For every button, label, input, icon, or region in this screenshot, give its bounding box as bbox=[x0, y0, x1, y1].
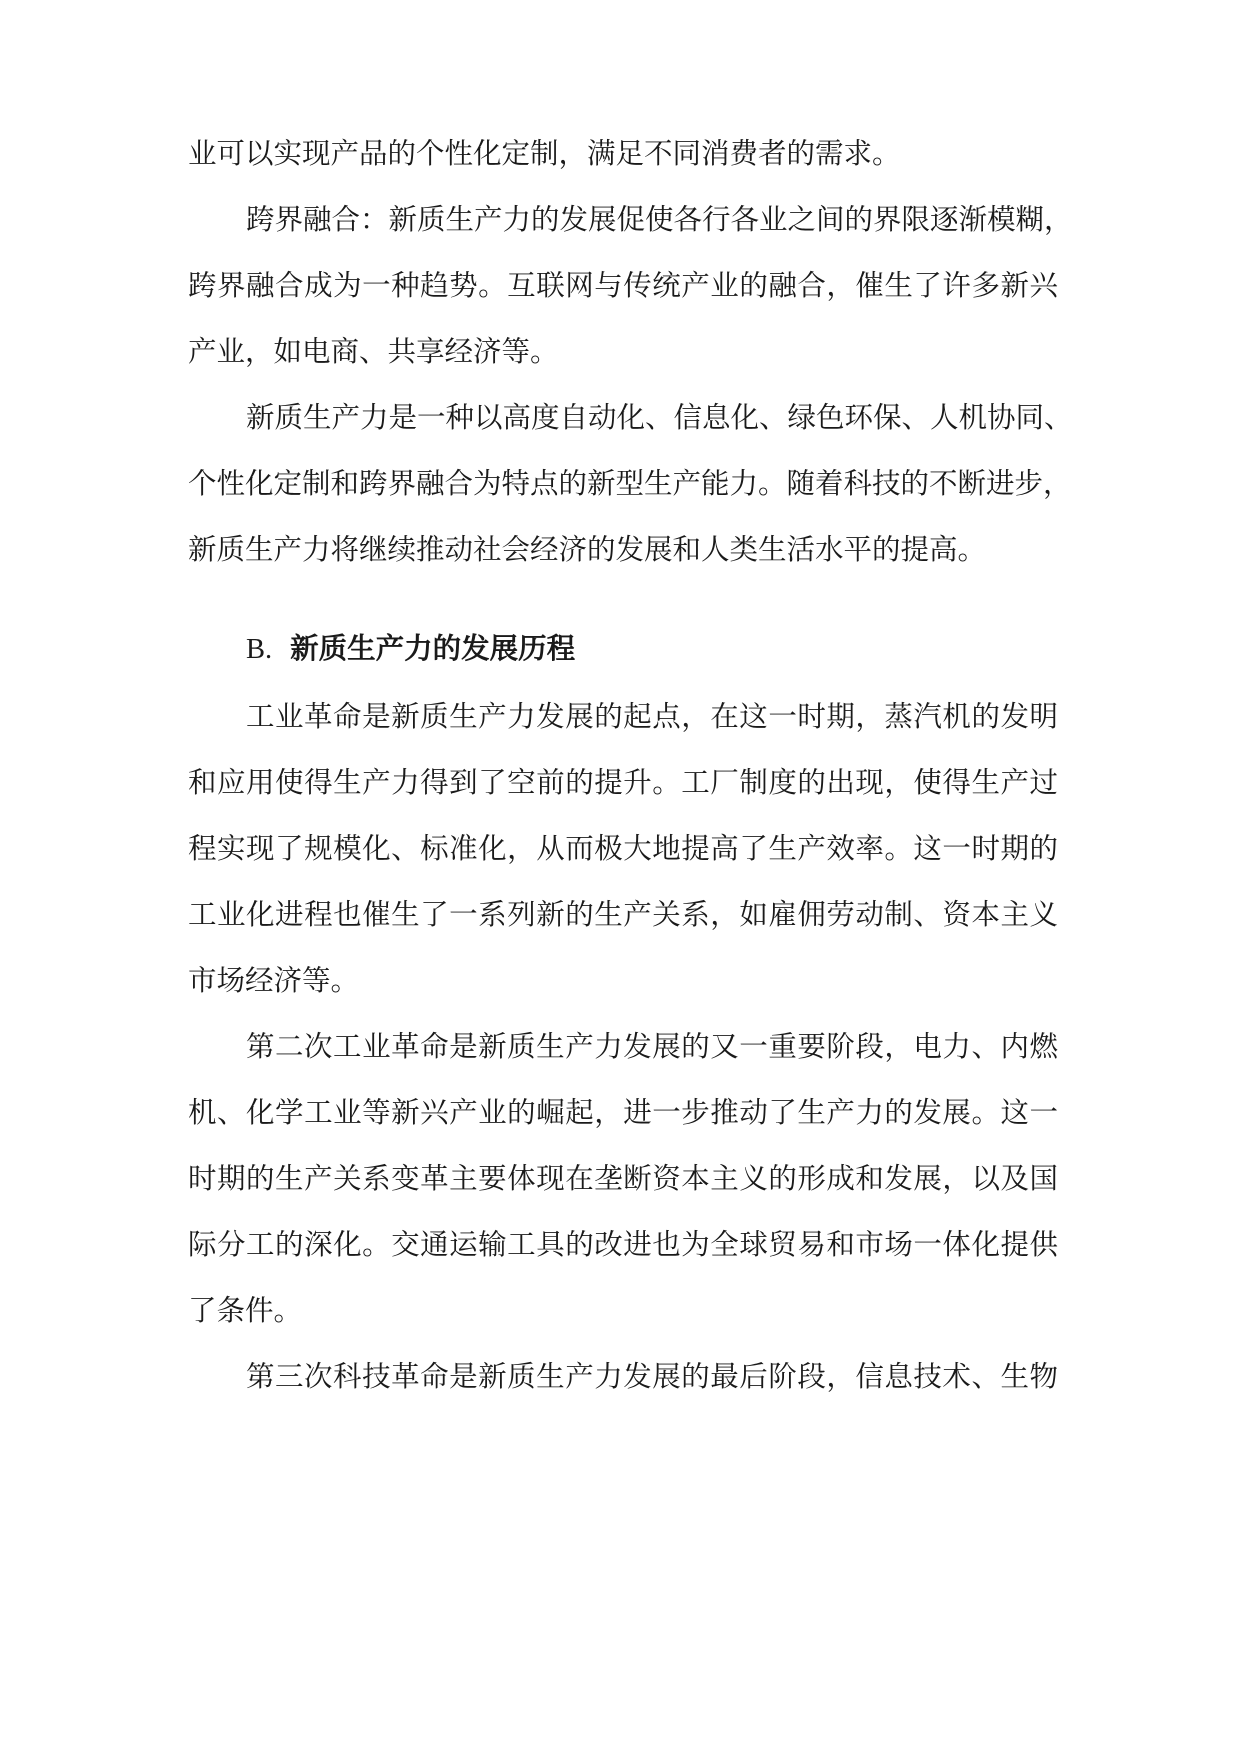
text-line: 和应用使得生产力得到了空前的提升。工厂制度的出现，使得生产过 bbox=[188, 766, 1058, 799]
text-line: 市场经济等。 bbox=[188, 964, 360, 997]
section-number: B. bbox=[246, 634, 273, 665]
text-line: 新质生产力是一种以高度自动化、信息化、绿色环保、人机协同、 bbox=[246, 401, 1073, 434]
text-line: 工业革命是新质生产力发展的起点，在这一时期，蒸汽机的发明 bbox=[246, 700, 1058, 733]
text-line: 业可以实现产品的个性化定制，满足不同消费者的需求。 bbox=[188, 137, 901, 170]
text-line: 个性化定制和跨界融合为特点的新型生产能力。随着科技的不断进步， bbox=[188, 467, 1072, 500]
section-heading bbox=[246, 626, 575, 672]
text-line: 机、化学工业等新兴产业的崛起，进一步推动了生产力的发展。这一 bbox=[188, 1096, 1058, 1129]
text-line: 程实现了规模化、标准化，从而极大地提高了生产效率。这一时期的 bbox=[188, 832, 1058, 865]
text-line: 了条件。 bbox=[188, 1294, 303, 1327]
text-line: 工业化进程也催生了一系列新的生产关系，如雇佣劳动制、资本主义 bbox=[188, 898, 1058, 931]
text-line: 新质生产力将继续推动社会经济的发展和人类生活水平的提高。 bbox=[188, 533, 987, 566]
text-line: 第三次科技革命是新质生产力发展的最后阶段，信息技术、生物 bbox=[246, 1360, 1058, 1393]
text-line: 时期的生产关系变革主要体现在垄断资本主义的形成和发展，以及国 bbox=[188, 1162, 1058, 1195]
text-line: 第二次工业革命是新质生产力发展的又一重要阶段，电力、内燃 bbox=[246, 1030, 1058, 1063]
text-line: 际分工的深化。交通运输工具的改进也为全球贸易和市场一体化提供 bbox=[188, 1228, 1058, 1261]
section-title: 新质生产力的发展历程 bbox=[290, 632, 576, 665]
text-line: 跨界融合成为一种趋势。互联网与传统产业的融合，催生了许多新兴 bbox=[188, 269, 1058, 302]
text-line: 产业，如电商、共享经济等。 bbox=[188, 335, 559, 368]
text-line: 跨界融合：新质生产力的发展促使各行各业之间的界限逐渐模糊， bbox=[246, 203, 1073, 236]
